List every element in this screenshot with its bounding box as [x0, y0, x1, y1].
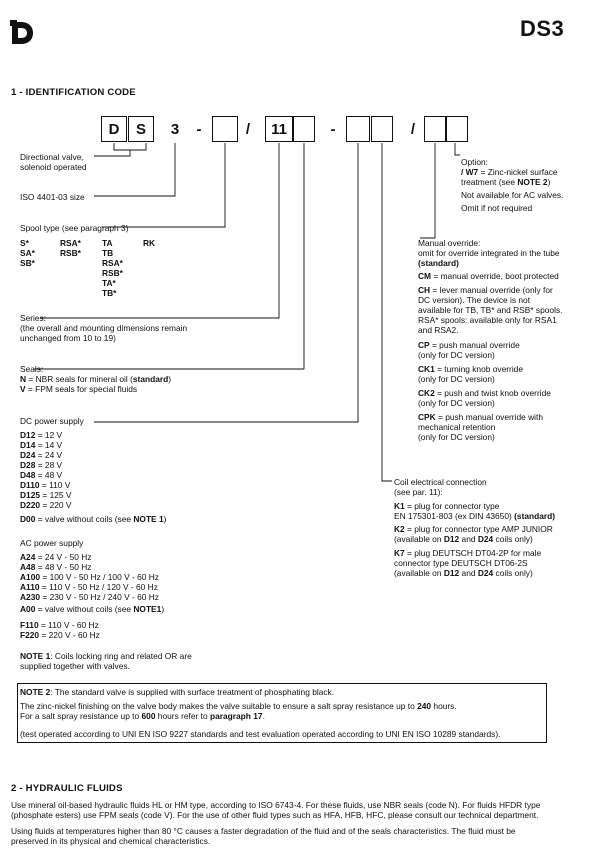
coil-k2-line2: (available on D12 and D24 coils only)	[394, 534, 533, 544]
spool: RSB*	[60, 248, 81, 258]
fluids-p2a: Using fluids at temperatures higher than 80 °C causes a faster degradation of the fluid and of the seals characteristics. The fluid must be	[11, 826, 516, 836]
d00-item: D00 = valve without coils (see NOTE 1)	[20, 514, 167, 524]
dc-item: D110 = 110 V	[20, 480, 71, 490]
manual-cpk: CPK = push manual override with	[418, 412, 543, 422]
series-line3: unchanged from 10 to 19)	[20, 333, 116, 343]
manual-line2: omit for override integrated in the tube	[418, 248, 560, 258]
code-cell-3: 3	[170, 120, 180, 138]
manual-cp: CP = push manual override	[418, 340, 520, 350]
directional-line1: Directional valve,	[20, 152, 84, 162]
spool: S*	[20, 238, 29, 248]
option-title: Option:	[461, 157, 489, 167]
dc-item: D24 = 24 V	[20, 450, 63, 460]
manual-cpk-line: (only for DC version)	[418, 432, 495, 442]
spool: RSB*	[102, 268, 123, 278]
option-line2: treatment (see NOTE 2)	[461, 177, 551, 187]
spool: SA*	[20, 248, 35, 258]
code-slash-2: /	[410, 120, 416, 138]
manual-cp-line2: (only for DC version)	[418, 350, 495, 360]
code-cell-1: D	[101, 116, 127, 142]
spool: TA*	[102, 278, 116, 288]
manual-ch-line: available for TB, TB* and RSB* spools.	[418, 305, 563, 315]
ac-item: A110 = 110 V - 50 Hz / 120 V - 60 Hz	[20, 582, 158, 592]
manual-cm: CM = manual override, boot protected	[418, 271, 559, 281]
manual-ch-line: DC version). The device is not	[418, 295, 531, 305]
seals-n: N = NBR seals for mineral oil (standard)	[20, 374, 172, 384]
spool: TB*	[102, 288, 117, 298]
dc-item: D12 = 12 V	[20, 430, 63, 440]
manual-title: Manual override:	[418, 238, 481, 248]
directional-line2: solenoid operated	[20, 162, 87, 172]
note-2: NOTE 2: The standard valve is supplied with surface treatment of phosphating black.	[20, 687, 335, 697]
f-item: F110 = 110 V - 60 Hz	[20, 620, 99, 630]
spool: RK	[143, 238, 156, 248]
manual-ck1-line2: (only for DC version)	[418, 374, 495, 384]
section-1-title: 1 - IDENTIFICATION CODE	[11, 87, 136, 98]
spool: TA	[102, 238, 113, 248]
code-slash-1: /	[245, 120, 251, 138]
fluids-p1a: Use mineral oil-based hydraulic fluids HL or HM type, according to ISO 6743-4. For these fluids, use NBR seals (code N). For fluids HFDR type	[11, 800, 541, 810]
dc-item: D14 = 14 V	[20, 440, 63, 450]
fluids-p1b: (phosphate esters) use FPM seals (code V). For the use of other fluid types such as HFA, HFB, HFC, please consult our technical department.	[11, 810, 539, 820]
ac-item: A100 = 100 V - 50 Hz / 100 V - 60 Hz	[20, 572, 159, 582]
f-item: F220 = 220 V - 60 Hz	[20, 630, 100, 640]
coil-k7-line2: connector type DEUTSCH DT06-2S	[394, 558, 528, 568]
code-cell-series: 11	[265, 116, 293, 142]
dc-item: D48 = 48 V	[20, 470, 63, 480]
coil-k2: K2 = plug for connector type AMP JUNIOR	[394, 524, 553, 534]
code-dash-1: -	[196, 120, 202, 138]
manual-ch: CH = lever manual override (only for	[418, 285, 553, 295]
dc-item: D125 = 125 V	[20, 490, 72, 500]
coil-k1: K1 = plug for connector type	[394, 501, 500, 511]
code-cell-seals	[293, 116, 315, 142]
spool: RSA*	[102, 258, 123, 268]
manual-cpk-line: mechanical retention	[418, 422, 496, 432]
note-1-line2: supplied together with valves.	[20, 661, 130, 671]
fluids-p2b: preserved in its physical and chemical characteristics.	[11, 836, 211, 846]
ac-item: A230 = 230 V - 50 Hz / 240 V - 60 Hz	[20, 592, 159, 602]
coil-line2: (see par. 11):	[394, 487, 443, 497]
ac-item: A24 = 24 V - 50 Hz	[20, 552, 92, 562]
spool: RSA*	[60, 238, 81, 248]
note-1: NOTE 1: Coils locking ring and related OR are	[20, 651, 192, 661]
note-2-line4: (test operated according to UNI EN ISO 9227 standards and test evaluation operated according to UNI EN ISO 10289 standards).	[20, 729, 501, 739]
section-2-title: 2 - HYDRAULIC FLUIDS	[11, 783, 123, 794]
code-cell-voltage	[346, 116, 370, 142]
series-line2: (the overall and mounting dimensions remain	[20, 323, 188, 333]
iso-size: ISO 4401-03 size	[20, 192, 85, 202]
option-line3: Not available for AC valves.	[461, 190, 564, 200]
coil-title: Coil electrical connection	[394, 477, 487, 487]
manual-ch-line: RSA* spools: available only for RSA1	[418, 315, 557, 325]
ac-item: A48 = 48 V - 50 Hz	[20, 562, 92, 572]
seals-title: Seals:	[20, 364, 44, 374]
note-2-line3: For a salt spray resistance up to 600 hours refer to paragraph 17.	[20, 711, 265, 721]
code-dash-2: -	[330, 120, 336, 138]
coil-k7: K7 = plug DEUTSCH DT04-2P for male	[394, 548, 542, 558]
spool: SB*	[20, 258, 35, 268]
coil-k1-line2: EN 175301-803 (ex DIN 43650) (standard)	[394, 511, 556, 521]
note-2-line2: The zinc-nickel finishing on the valve body makes the valve suitable to ensure a salt spray resistance up to 240 hours.	[20, 701, 457, 711]
model-title: DS3	[520, 16, 565, 41]
ac-title: AC power supply	[20, 538, 84, 548]
a00-item: A00 = valve without coils (see NOTE1)	[20, 604, 165, 614]
manual-ck2-line2: (only for DC version)	[418, 398, 495, 408]
code-cell-option	[446, 116, 468, 142]
code-cell-spool	[212, 116, 238, 142]
code-cell-override	[424, 116, 446, 142]
option-w7: / W7 = Zinc-nickel surface	[461, 167, 558, 177]
spool-title: Spool type (see paragraph 3)	[20, 223, 129, 233]
manual-ck2: CK2 = push and twist knob override	[418, 388, 551, 398]
spool: TB	[102, 248, 114, 258]
dc-item: D28 = 28 V	[20, 460, 63, 470]
manual-ck1: CK1 = turning knob override	[418, 364, 523, 374]
manual-ch-line: and RSA2.	[418, 325, 459, 335]
option-line4: Omit if not required	[461, 203, 533, 213]
seals-v: V = FPM seals for special fluids	[20, 384, 138, 394]
coil-k7-line3: (available on D12 and D24 coils only)	[394, 568, 533, 578]
series-line1: Series:	[20, 313, 47, 323]
dc-title: DC power supply	[20, 416, 84, 426]
manual-standard: (standard)	[418, 258, 459, 268]
code-cell-coil	[371, 116, 393, 142]
dc-item: D220 = 220 V	[20, 500, 72, 510]
code-cell-2: S	[128, 116, 154, 142]
